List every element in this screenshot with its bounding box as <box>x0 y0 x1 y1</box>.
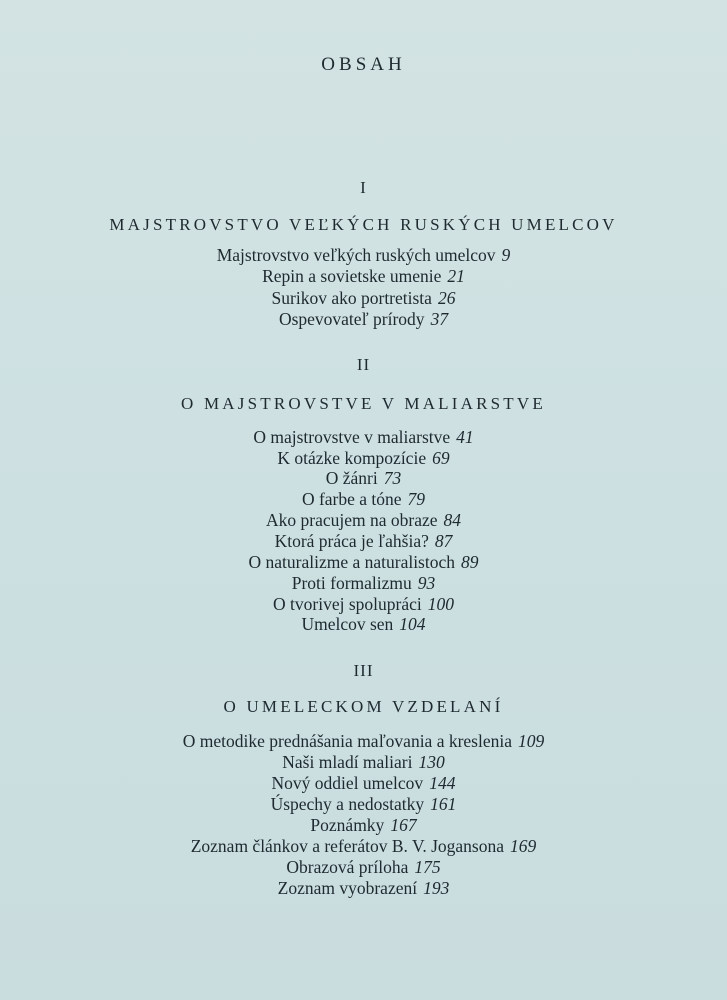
toc-entry <box>0 794 727 814</box>
section-numeral: III <box>353 661 374 680</box>
toc-entry <box>0 288 727 308</box>
entry-page: 84 <box>443 510 461 530</box>
entry-title: Nový oddiel umelcov <box>271 773 424 793</box>
toc-entry <box>0 510 727 530</box>
entry-page: 93 <box>417 573 436 593</box>
entry-page: 41 <box>456 427 474 447</box>
entry-page: 21 <box>447 266 465 286</box>
entry-title: Ktorá práca je ľahšia? <box>274 531 429 551</box>
entry-title: Umelcov sen <box>301 614 394 634</box>
toc-entry <box>0 614 727 634</box>
section-numeral: II <box>356 355 371 374</box>
entry-page: 89 <box>461 552 479 572</box>
entry-title: Obrazová príloha <box>286 857 409 877</box>
entry-page: 79 <box>407 489 426 509</box>
toc-entry <box>0 815 727 835</box>
section-numeral: I <box>360 178 367 197</box>
entry-page: 104 <box>399 614 426 634</box>
toc-entry <box>0 594 727 614</box>
toc-entry <box>0 489 727 509</box>
toc-entry <box>0 836 727 856</box>
entry-title: Ospevovateľ prírody <box>278 309 425 329</box>
entry-title: K otázke kompozície <box>277 448 427 468</box>
toc-entry <box>0 448 727 468</box>
toc-entry <box>0 731 727 751</box>
entry-title: Ako pracujem na obraze <box>265 510 438 530</box>
entry-page: 169 <box>510 836 537 856</box>
entry-page: 100 <box>427 594 454 614</box>
toc-entry <box>0 468 727 488</box>
section-heading: O MAJSTROVSTVE V MALIARSTVE <box>181 394 546 413</box>
entry-page: 167 <box>390 815 417 835</box>
entry-title: O žánri <box>325 468 378 488</box>
entry-title: O tvorivej spolupráci <box>273 594 422 614</box>
toc-entry <box>0 427 727 447</box>
entry-page: 73 <box>383 468 402 488</box>
toc-entry <box>0 878 727 898</box>
toc-entry <box>0 552 727 572</box>
entry-page: 26 <box>437 288 456 308</box>
entry-title: O majstrovstve v maliarstve <box>253 427 451 447</box>
entry-page: 144 <box>429 773 456 793</box>
entry-page: 109 <box>518 731 545 751</box>
entry-title: Proti formalizmu <box>291 573 412 593</box>
entry-title: Naši mladí maliari <box>282 752 413 772</box>
entry-title: Surikov ako portretista <box>271 288 432 308</box>
toc-title: OBSAH <box>321 54 406 75</box>
entry-page: 193 <box>423 878 450 898</box>
entry-title: Repin a sovietske umenie <box>262 266 442 286</box>
toc-entry <box>0 573 727 593</box>
toc-entry <box>0 531 727 551</box>
entry-page: 69 <box>432 448 450 468</box>
toc-entry <box>0 245 727 265</box>
entry-title: Zoznam článkov a referátov B. V. Jogansona <box>190 836 505 856</box>
entry-page: 87 <box>434 531 453 551</box>
entry-title: O farbe a tóne <box>301 489 402 509</box>
entry-page: 161 <box>430 794 457 814</box>
section-heading: O UMELECKOM VZDELANÍ <box>223 697 504 716</box>
toc-entry <box>0 309 727 329</box>
entry-title: Úspechy a nedostatky <box>270 794 425 814</box>
entry-page: 37 <box>430 309 449 329</box>
toc-entry <box>0 266 727 286</box>
entry-title: Zoznam vyobrazení <box>277 878 418 898</box>
entry-page: 9 <box>501 245 511 265</box>
entry-title: O metodike prednášania maľovania a kreslenia <box>182 731 513 751</box>
entry-page: 175 <box>414 857 441 877</box>
toc-entry <box>0 773 727 793</box>
entry-title: O naturalizme a naturalistoch <box>248 552 455 572</box>
toc-entry <box>0 752 727 772</box>
entry-title: Majstrovstvo veľkých ruských umelcov <box>216 245 496 265</box>
entry-page: 130 <box>418 752 445 772</box>
toc-entry <box>0 857 727 877</box>
section-heading: MAJSTROVSTVO VEĽKÝCH RUSKÝCH UMELCOV <box>109 215 618 234</box>
entry-title: Poznámky <box>310 815 385 835</box>
